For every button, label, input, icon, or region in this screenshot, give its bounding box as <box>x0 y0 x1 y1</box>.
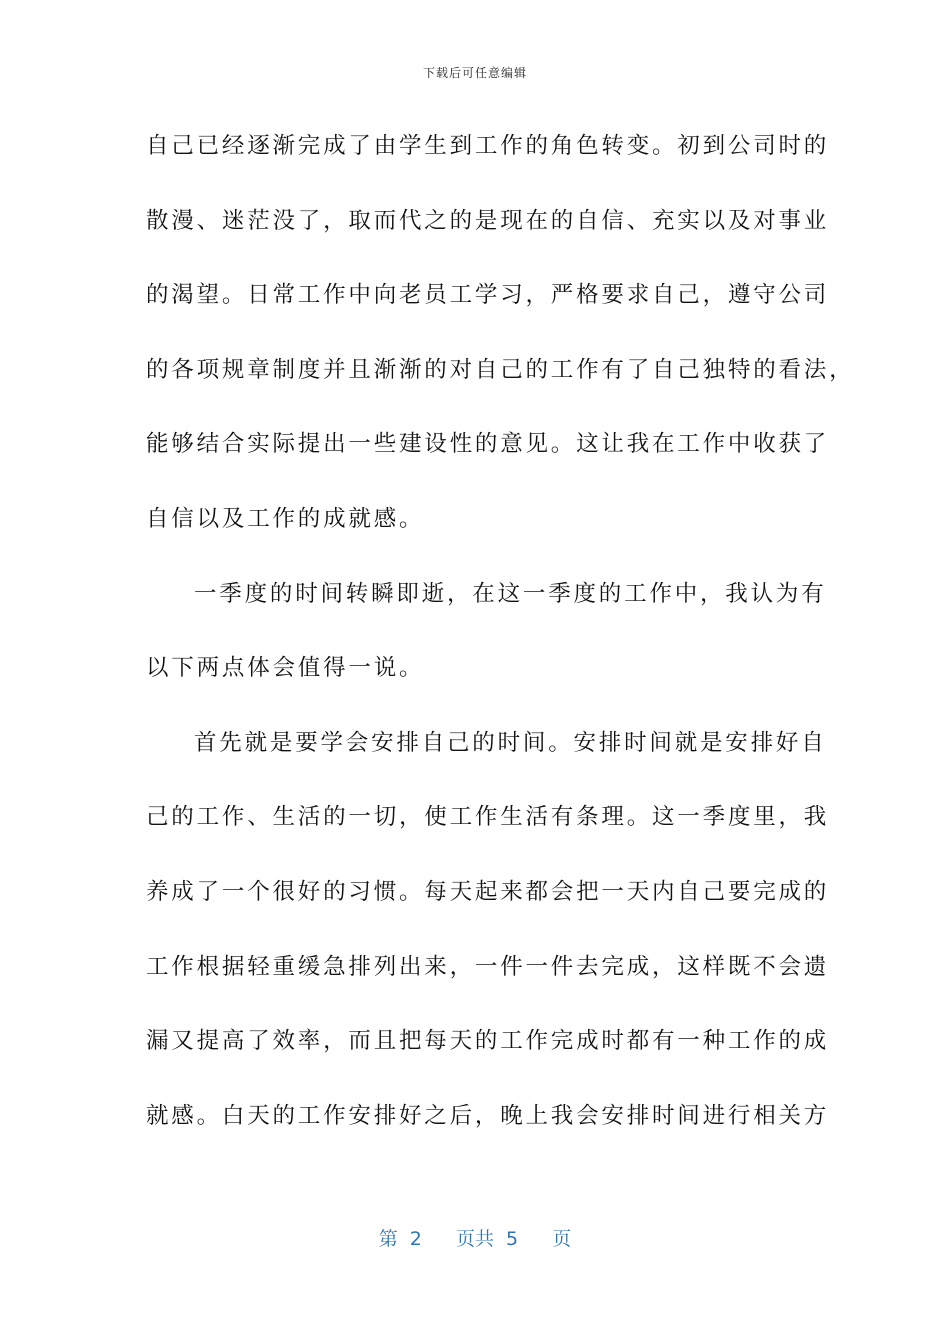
paragraph-first-line: 首先就是要学会安排自己的时间。安排时间就是安排好自 <box>194 729 827 756</box>
page-footer <box>0 1224 950 1251</box>
paragraph-first-line: 一季度的时间转瞬即逝，在这一季度的工作中，我认为有 <box>194 580 827 607</box>
text-line: 能够结合实际提出一些建设性的意见。这让我在工作中收获了 <box>146 431 830 458</box>
document-body <box>146 124 855 1168</box>
text-line: 养成了一个很好的习惯。每天起来都会把一天内自己要完成的 <box>146 878 830 905</box>
text-line: 就感。白天的工作安排好之后，晚上我会安排时间进行相关方 <box>146 1102 830 1129</box>
text-line: 自己已经逐渐完成了由学生到工作的角色转变。初到公司时的 <box>146 133 830 159</box>
text-line: 自信以及工作的成就感。 <box>146 505 425 532</box>
text-line: 工作根据轻重缓急排列出来，一件一件去完成，这样既不会遗 <box>146 953 830 980</box>
text-line: 漏又提高了效率，而且把每天的工作完成时都有一种工作的成 <box>146 1028 830 1055</box>
footer-prefix: 第 <box>378 1228 398 1250</box>
current-page-number: 2 <box>409 1228 422 1250</box>
text-line: 以下两点体会值得一说。 <box>146 655 425 682</box>
footer-suffix: 页 <box>552 1228 572 1250</box>
page-header: 下载后可任意编辑 <box>422 66 527 80</box>
text-line: 己的工作、生活的一切，使工作生活有条理。这一季度里，我 <box>146 804 830 831</box>
text-line: 的渴望。日常工作中向老员工学习，严格要求自己，遵守公司 <box>146 282 830 309</box>
total-pages-number: 5 <box>506 1228 519 1250</box>
text-line: 的各项规章制度并且渐渐的对自己的工作有了自己独特的看法， <box>146 356 855 383</box>
text-line: 散漫、迷茫没了，取而代之的是现在的自信、充实以及对事业 <box>146 207 830 234</box>
footer-middle: 页共 <box>455 1228 494 1250</box>
